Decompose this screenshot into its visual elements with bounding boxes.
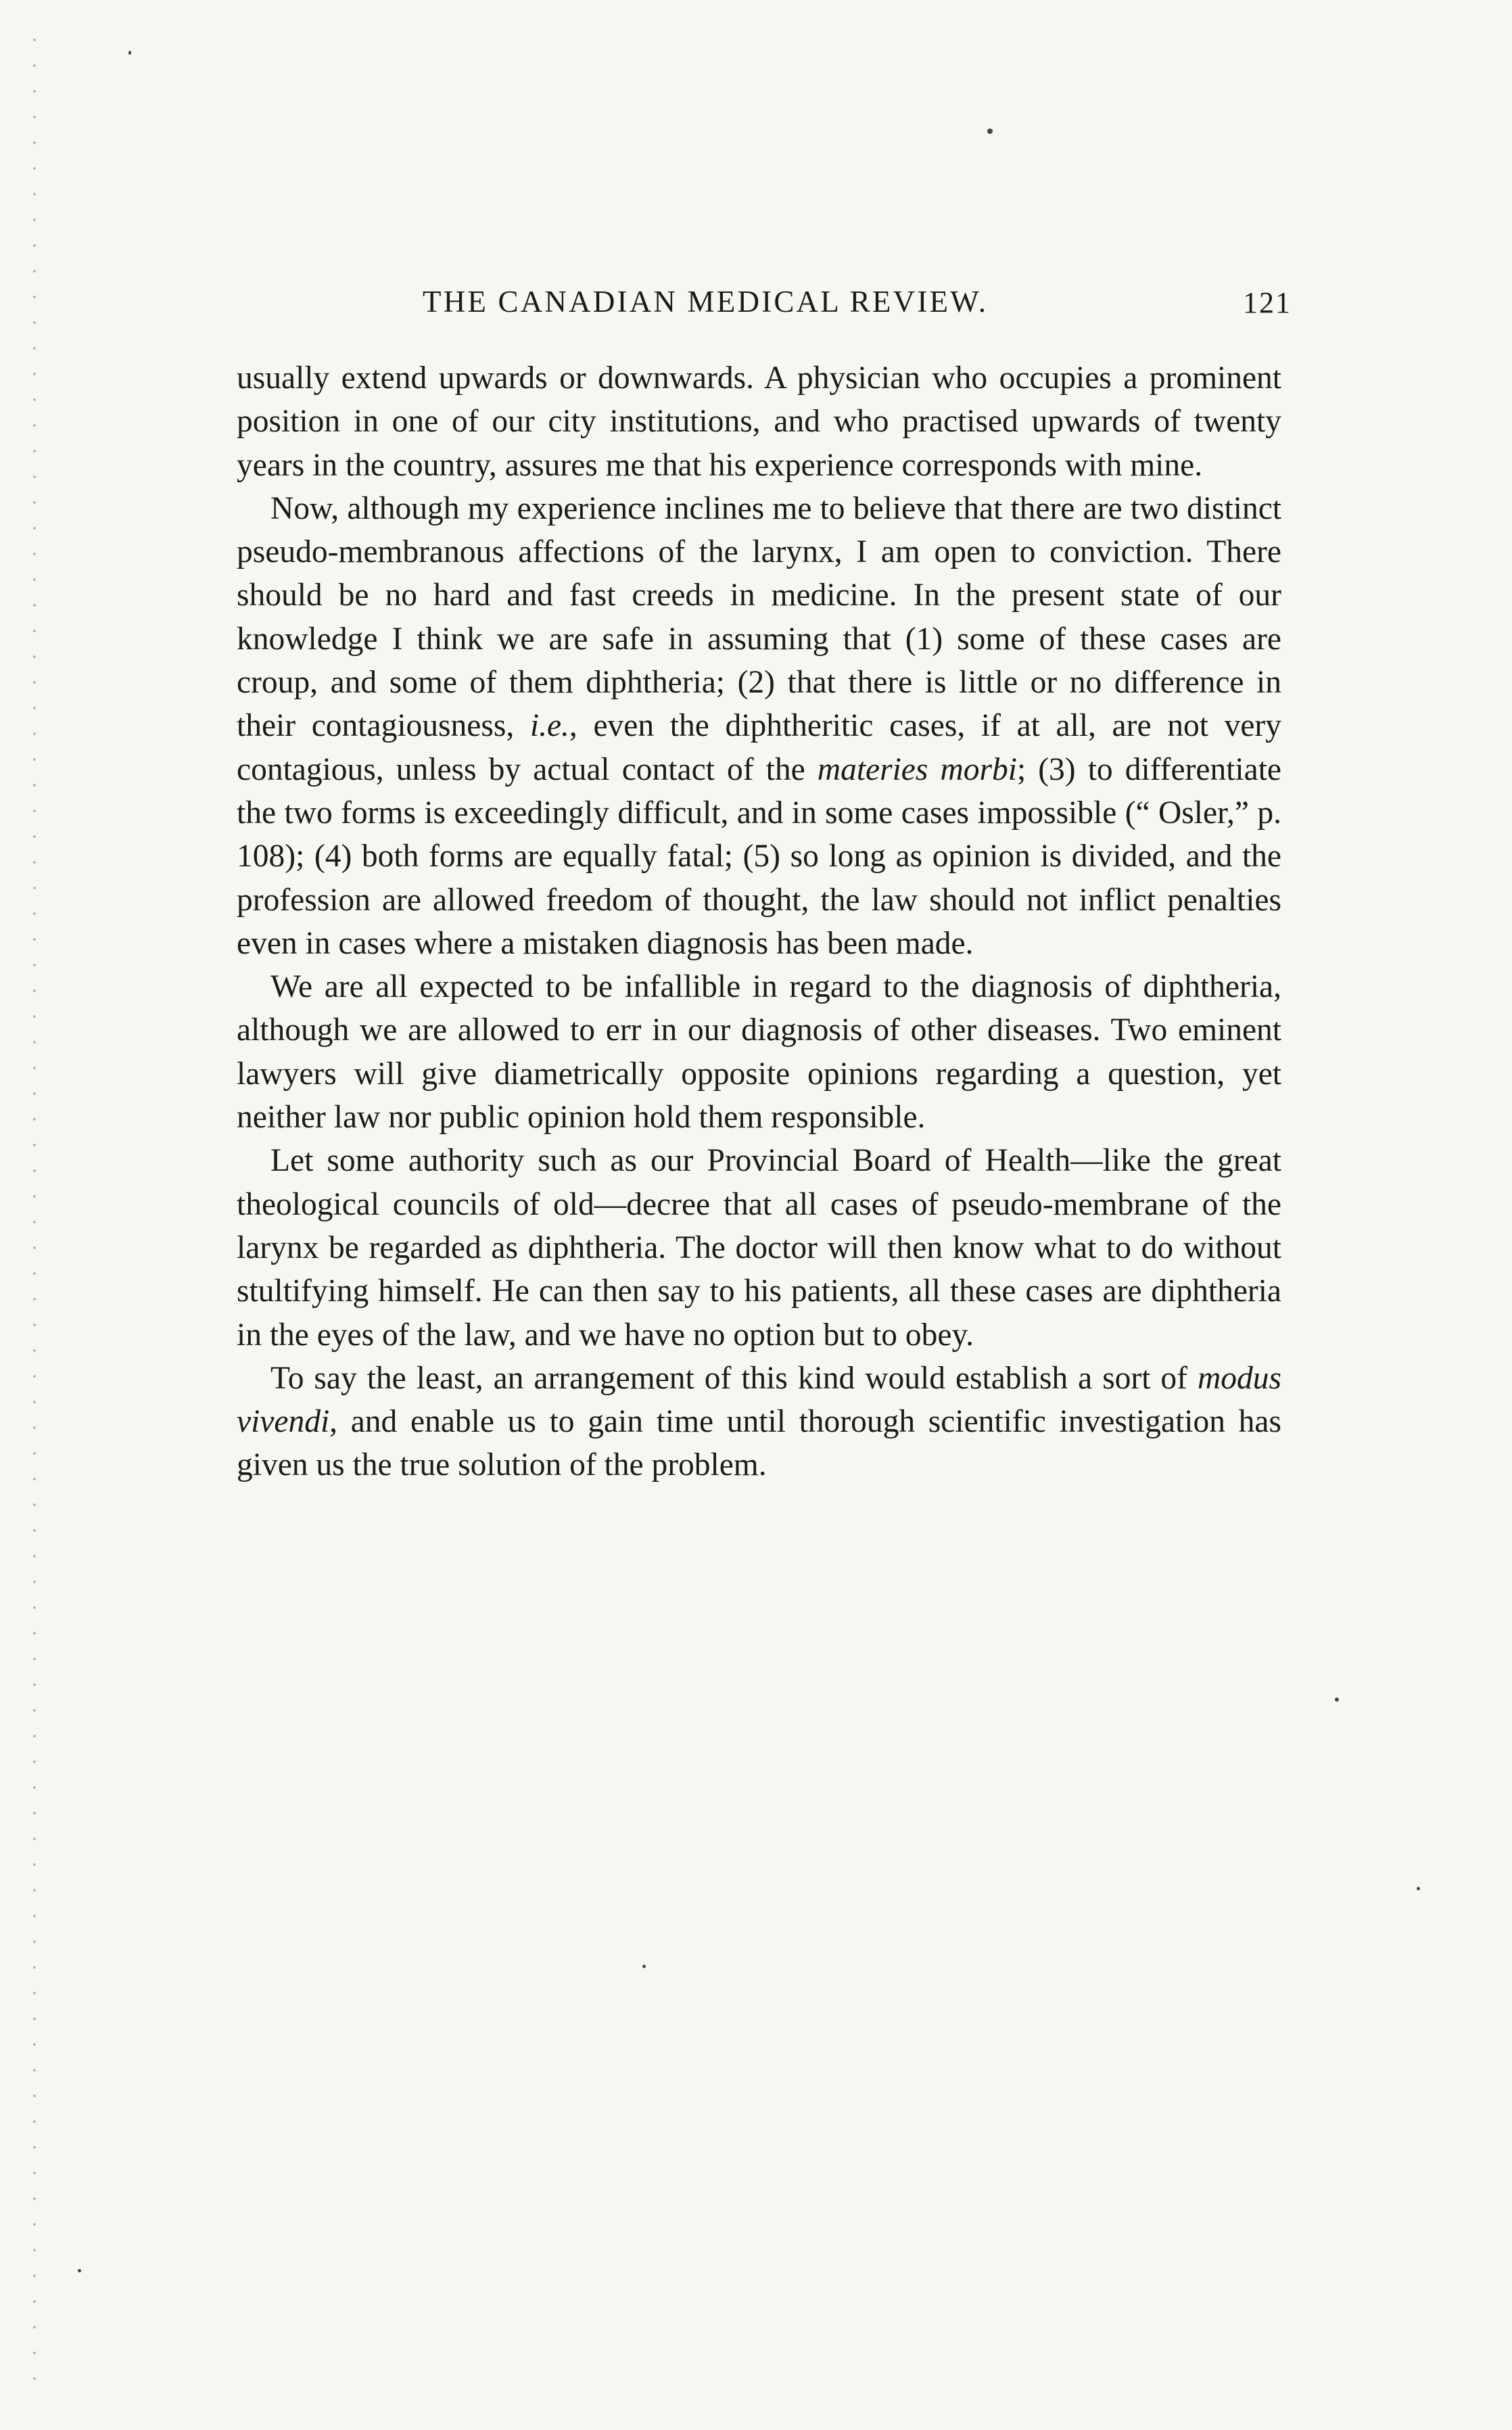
paragraph-1-text: usually extend upwards or downwards. A physician who occupies a prominent position in one of our city institutions, and who practised upwards of twenty years in the country, assures me that his experience corresponds with mine. (237, 360, 1281, 483)
paragraph-3 (237, 965, 1281, 1139)
paragraph-3-text: We are all expected to be infallible in regard to the diagnosis of diphtheria, although we are allowed to err in our diagnosis of other diseases. Two eminent lawyers will give diametrically opposite opinions regarding a question, yet neither law nor public opinion hold them responsible. (237, 969, 1281, 1136)
journal-title: THE CANADIAN MEDICAL REVIEW. (423, 285, 989, 319)
paragraph-5-text-b: , and enable us to gain time until thorough scientific investigation has given us the true solution of the problem. (237, 1404, 1281, 1483)
paragraph-2-text-a: Now, although my experience inclines me to believe that there are two distinct pseudo-membranous affections of the larynx, I am open to conviction. There should be no hard and fast creeds in medicine. In the present state of our knowledge I think we are safe in assuming that (1) some of these cases are croup, and some of them diphtheria; (2) that there is little or no difference in their contagiousness, (237, 490, 1281, 744)
binding-margin-specks (30, 27, 39, 2394)
paragraph-2-text-b: , even the diphtheritic cases, if at all, are not very contagious, unless by actual contact of the (237, 708, 1281, 787)
running-header (237, 284, 1292, 331)
paragraph-4-text: Let some authority such as our Provincial Board of Health—like the great theological councils of old—decree that all cases of pseudo-membrane of the larynx be regarded as diphtheria. The doctor will then know what to do without stultifying himself. He can then say to his patients, all these cases are diphtheria in the eyes of the law, and we have no option but to obey. (237, 1143, 1281, 1353)
paragraph-2 (237, 487, 1281, 965)
page-number: 121 (1243, 286, 1292, 319)
paragraph-2-text-c: ; (3) to differentiate the two forms is exceedingly difficult, and in some cases impossible (“ Osler,” p. 108); (4) both forms are equally fatal; (5) so long as opinion is divided, and the profession are allowed freedom of thought, the law should not inflict penalties even in cases where a mistaken diagnosis has been made. (237, 751, 1281, 961)
paragraph-5-text-a: To say the least, an arrangement of this kind would establish a sort of (270, 1360, 1198, 1396)
article-body (237, 356, 1281, 1487)
paragraph-4 (237, 1139, 1281, 1356)
paragraph-5 (237, 1357, 1281, 1487)
scan-speck (78, 2269, 81, 2272)
abbreviation-ie: i.e. (529, 708, 569, 744)
latin-modus-vivendi: modus vivendi (237, 1360, 1281, 1440)
scan-speck (642, 1965, 646, 1968)
scan-speck (1417, 1887, 1420, 1890)
paragraph-1 (237, 356, 1281, 487)
scan-speck (1335, 1698, 1339, 1702)
latin-materies-morbi: materies morbi (817, 751, 1017, 787)
scan-speck (987, 128, 993, 134)
scan-speck (128, 51, 131, 55)
